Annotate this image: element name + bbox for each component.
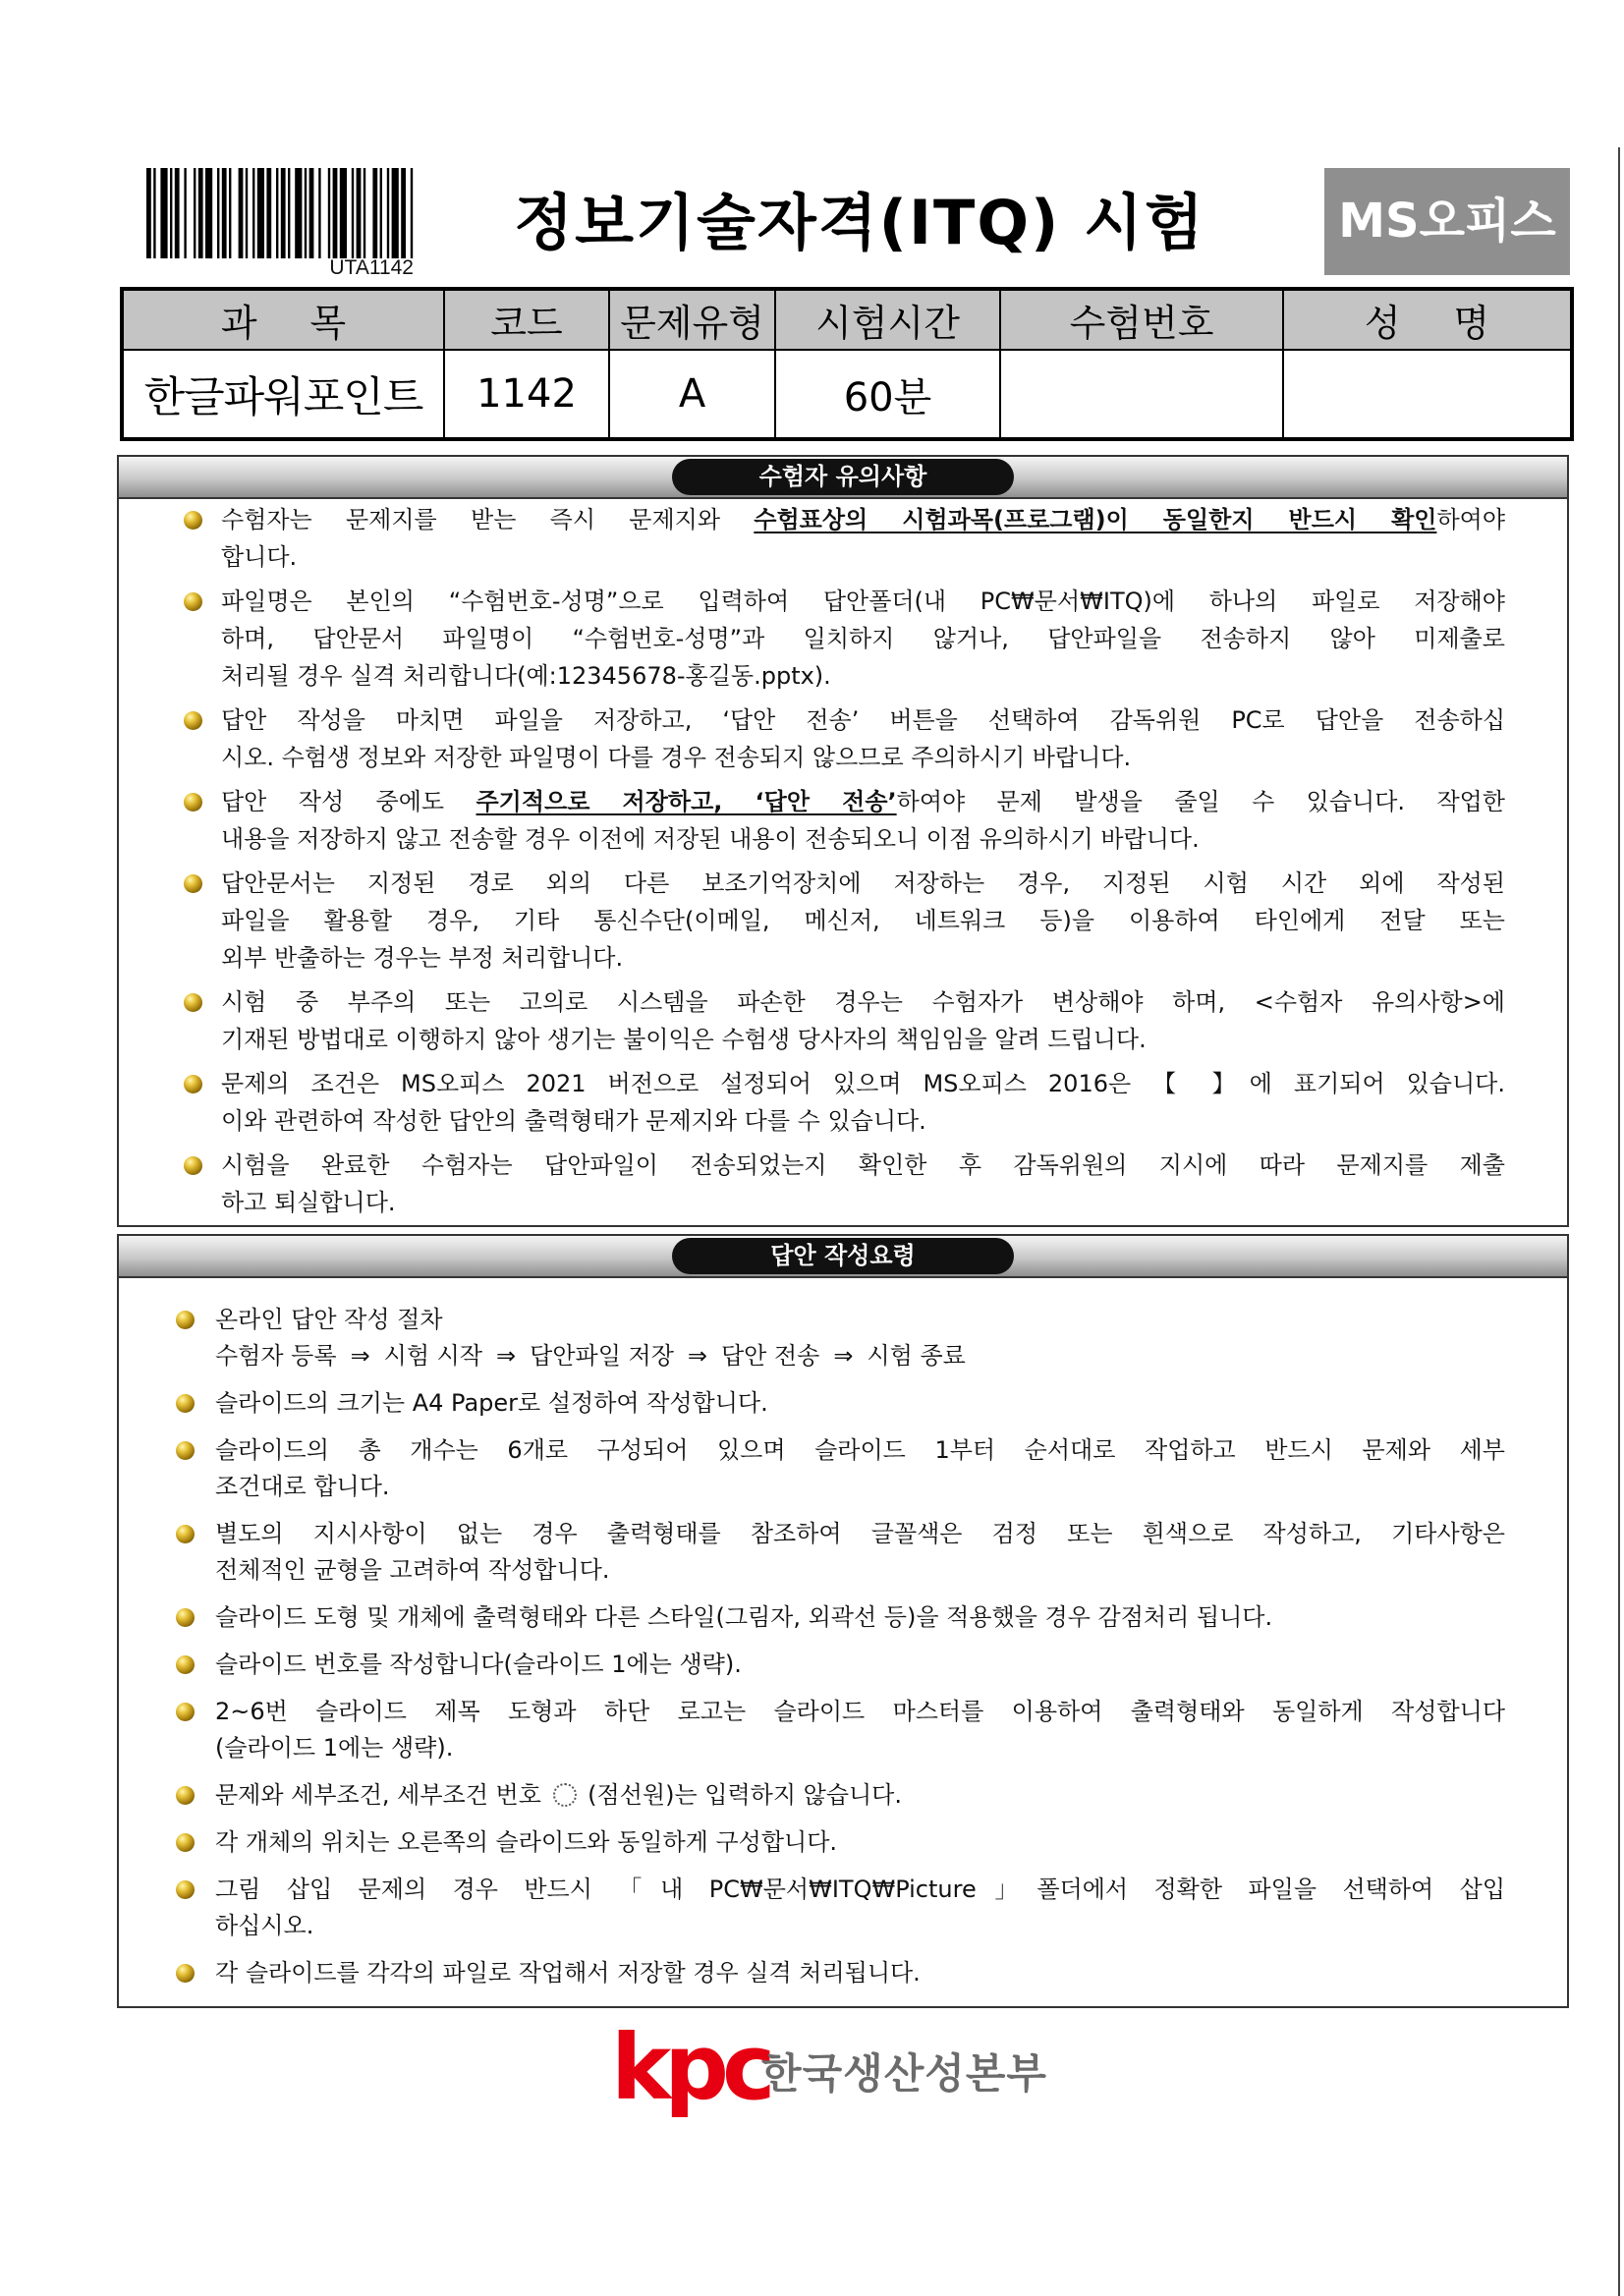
header-exam-time: 시험시간 [775, 289, 1000, 350]
item-line [221, 983, 1505, 1021]
item-text: 슬라이드의 총 개수는 6개로 구성되어 있으며 슬라이드 1부터 순서대로 작업하고 반드시 문제와 세부 [215, 1436, 1505, 1464]
section-title: 수험자 유의사항 [672, 459, 1014, 495]
item-text: 하십시오. [215, 1912, 314, 1939]
notice-item [119, 865, 1505, 977]
item-text: 하여야 문제 발생을 줄일 수 있습니다. 작업한 [896, 788, 1505, 815]
item-line [215, 1302, 1505, 1338]
instruction-item [119, 1694, 1505, 1766]
item-line [215, 1432, 1505, 1469]
barcode [146, 168, 414, 258]
barcode-code: UTA1142 [329, 256, 414, 279]
item-line [215, 1872, 1505, 1908]
item-text: 슬라이드 도형 및 개체에 출력형태와 다른 스타일(그림자, 외곽선 등)을 적용했을 경우 감점처리 됩니다. [215, 1603, 1273, 1631]
barcode-bar [352, 168, 354, 258]
section-header-band [119, 457, 1567, 499]
item-text: 슬라이드의 크기는 A4 Paper로 설정하여 작성합니다. [215, 1389, 768, 1417]
bullet-icon [184, 511, 202, 530]
procedure-heading: 온라인 답안 작성 절차 [215, 1306, 443, 1333]
section-header-band [119, 1236, 1567, 1278]
table-header-row [122, 289, 1572, 350]
procedure-step: 시험 시작 [383, 1342, 483, 1370]
instruction-item [119, 1516, 1505, 1589]
barcode-bar [295, 168, 302, 258]
notice-item [119, 783, 1505, 858]
barcode-bar [309, 168, 314, 258]
section-title: 답안 작성요령 [672, 1238, 1014, 1274]
barcode-bar [153, 168, 155, 258]
header-subject: 과 목 [122, 289, 444, 350]
header-code: 코드 [444, 289, 609, 350]
instruction-list [119, 1278, 1567, 1991]
instruction-item [119, 1872, 1505, 1944]
barcode-bar [222, 168, 227, 258]
instruction-item [119, 1824, 1505, 1861]
item-text: 수험자는 문제지를 받는 즉시 문제지와 [221, 506, 755, 533]
procedure-step: 수험자 등록 [215, 1342, 337, 1370]
item-line [221, 739, 1505, 776]
barcode-bar [357, 168, 362, 258]
item-text: 2~6번 슬라이드 제목 도형과 하단 로고는 슬라이드 마스터를 이용하여 출력형태와 동일하게 작성합니다 [215, 1698, 1505, 1725]
bullet-icon [176, 1525, 195, 1543]
arrow-icon: ⇒ [350, 1342, 370, 1370]
bullet-icon [184, 874, 202, 893]
notice-item [119, 501, 1505, 576]
item-line [221, 1184, 1505, 1221]
item-text: 별도의 지시사항이 없는 경우 출력형태를 참조하여 글꼴색은 검정 또는 흰색으로 작성하고, 기타사항은 [215, 1520, 1505, 1547]
item-line [221, 1021, 1505, 1058]
header-name: 성 명 [1283, 289, 1572, 350]
item-line [221, 865, 1505, 902]
category-badge: MS오피스 [1324, 168, 1570, 275]
bullet-icon [184, 1156, 202, 1175]
item-text: (슬라이드 1에는 생략). [215, 1734, 454, 1762]
item-line [215, 1955, 1505, 1991]
barcode-bar [184, 168, 186, 258]
bullet-icon [176, 1703, 195, 1721]
item-text: 답안문서는 지정된 경로 외의 다른 보조기억장치에 저장하는 경우, 지정된 시험 시간 외에 작성된 [221, 869, 1505, 897]
item-line [221, 701, 1505, 739]
barcode-bar [198, 168, 203, 258]
barcode-bar [252, 168, 254, 258]
value-exam-time: 60분 [775, 350, 1000, 439]
barcode-bar [288, 168, 290, 258]
instruction-item [119, 1955, 1505, 1991]
item-line [221, 1102, 1505, 1140]
barcode-bar [175, 168, 180, 258]
notice-item [119, 1065, 1505, 1140]
item-text: 하여야 [1436, 506, 1506, 533]
item-line [215, 1824, 1505, 1861]
item-text: 각 개체의 위치는 오른쪽의 슬라이드와 동일하게 구성합니다. [215, 1828, 838, 1856]
bullet-icon [184, 793, 202, 812]
procedure-step: 답안 전송 [721, 1342, 820, 1370]
header-question-type: 문제유형 [609, 289, 775, 350]
item-line [221, 783, 1505, 820]
emphasized-text: 수험표상의 시험과목(프로그램)이 동일한지 반드시 확인 [754, 506, 1437, 533]
bullet-icon [176, 1311, 195, 1329]
arrow-icon: ⇒ [687, 1342, 707, 1370]
header-exam-number: 수험번호 [1000, 289, 1283, 350]
item-line [215, 1469, 1505, 1505]
emphasized-text: 주기적으로 저장하고, ‘답안 전송’ [476, 788, 897, 815]
bullet-icon [184, 1075, 202, 1093]
barcode-bar [318, 168, 320, 258]
value-name [1283, 350, 1572, 439]
barcode-bar [340, 168, 347, 258]
item-text: 처리될 경우 실격 처리합니다(예:12345678-홍길동.pptx). [221, 662, 831, 690]
item-line [215, 1694, 1505, 1730]
barcode-bar [205, 168, 212, 258]
examinee-notice-section [117, 455, 1569, 1227]
item-text: 답안 작성을 마치면 파일을 저장하고, ‘답안 전송’ 버튼을 선택하여 감독위원 PC로 답안을 전송하십 [221, 706, 1505, 734]
item-line [221, 902, 1505, 939]
item-line [221, 1147, 1505, 1184]
item-line [215, 1647, 1505, 1683]
barcode-bar [380, 168, 382, 258]
item-line [221, 538, 1505, 576]
barcode-bar [328, 168, 330, 258]
barcode-bar [160, 168, 167, 258]
procedure-step: 시험 종료 [867, 1342, 966, 1370]
instruction-item [119, 1385, 1505, 1422]
barcode-bar [276, 168, 278, 258]
bullet-icon [176, 1608, 195, 1627]
bullet-icon [176, 1394, 195, 1413]
barcode-bar [411, 168, 413, 258]
item-text: 하고 퇴실합니다. [221, 1189, 396, 1216]
item-text: 각 슬라이드를 각각의 파일로 작업해서 저장할 경우 실격 처리됩니다. [215, 1959, 921, 1987]
instruction-item [119, 1302, 1505, 1374]
page-title: 정보기술자격(ITQ) 시험 [514, 187, 1205, 258]
item-line [215, 1552, 1505, 1589]
barcode-bar [281, 168, 286, 258]
item-text: 파일명은 본인의 “수험번호-성명”으로 입력하여 답안폴더(내 PC₩문서₩ITQ)에 하나의 파일로 저장해야 [221, 588, 1505, 615]
item-line [221, 939, 1505, 977]
arrow-icon: ⇒ [833, 1342, 854, 1370]
exam-info-table [120, 287, 1574, 441]
item-text: 기재된 방법대로 이행하지 않아 생기는 불이익은 수험생 당사자의 책임임을 알려 드립니다. [221, 1026, 1147, 1053]
value-subject: 한글파워포인트 [122, 350, 444, 439]
dotted-circle-icon [553, 1783, 577, 1807]
item-line [221, 820, 1505, 858]
barcode-bar [305, 168, 307, 258]
barcode-bar [266, 168, 271, 258]
barcode-bar [333, 168, 338, 258]
item-text: 내용을 저장하지 않고 전송할 경우 이전에 저장된 내용이 전송되오니 이점 유의하시기 바랍니다. [221, 825, 1200, 853]
barcode-bar [229, 168, 231, 258]
table-value-row [122, 350, 1572, 439]
bullet-icon [184, 993, 202, 1012]
item-text: 문제의 조건은 MS오피스 2021 버전으로 설정되어 있으며 MS오피스 2016은 【 】에 표기되어 있습니다. [221, 1070, 1505, 1097]
barcode-bar [257, 168, 264, 258]
item-line [215, 1908, 1505, 1944]
arrow-icon: ⇒ [496, 1342, 517, 1370]
barcode-bar [364, 168, 365, 258]
procedure-step: 답안파일 저장 [530, 1342, 674, 1370]
barcode-bar [194, 168, 196, 258]
item-line [215, 1385, 1505, 1422]
item-text: 슬라이드 번호를 작성합니다(슬라이드 1에는 생략). [215, 1651, 742, 1678]
item-text: 시오. 수험생 정보와 저장한 파일명이 다를 경우 전송되지 않으므로 주의하시기 바랍니다. [221, 744, 1132, 771]
procedure-steps [215, 1338, 1505, 1374]
bullet-icon [176, 1964, 195, 1983]
barcode-bar [239, 168, 244, 258]
value-code: 1142 [444, 350, 609, 439]
item-line [221, 501, 1505, 538]
notice-item [119, 583, 1505, 695]
bullet-icon [176, 1786, 195, 1805]
item-line [221, 583, 1505, 620]
bullet-icon [176, 1441, 195, 1460]
item-text: 하며, 답안문서 파일명이 “수험번호-성명”과 일치하지 않거나, 답안파일을 전송하지 않아 미제출로 [221, 625, 1505, 652]
item-line [215, 1777, 1505, 1814]
instruction-item [119, 1432, 1505, 1505]
bullet-icon [184, 592, 202, 611]
value-question-type: A [609, 350, 775, 439]
answer-guide-section [117, 1234, 1569, 2008]
item-text: 이와 관련하여 작성한 답안의 출력형태가 문제지와 다를 수 있습니다. [221, 1107, 926, 1135]
kpc-logo: kpc [611, 2015, 769, 2120]
barcode-bar [146, 168, 151, 258]
instruction-item [119, 1647, 1505, 1683]
instruction-item [119, 1777, 1505, 1814]
bullet-icon [176, 1655, 195, 1674]
barcode-bar [372, 168, 377, 258]
item-text: (점선원)는 입력하지 않습니다. [580, 1781, 902, 1809]
item-text: 외부 반출하는 경우는 부정 처리합니다. [221, 944, 624, 972]
barcode-bar [170, 168, 172, 258]
organization-name: 한국생산성본부 [761, 2049, 1048, 2098]
item-text: 조건대로 합니다. [215, 1473, 390, 1500]
instruction-item [119, 1599, 1505, 1636]
item-text: 시험 중 부주의 또는 고의로 시스템을 파손한 경우는 수험자가 변상해야 하며, <수험자 유의사항>에 [221, 988, 1505, 1016]
notice-item [119, 1147, 1505, 1221]
item-text: 합니다. [221, 543, 298, 571]
bullet-icon [184, 711, 202, 730]
page-edge-line [1618, 147, 1620, 2296]
barcode-bar [217, 168, 219, 258]
item-text: 문제와 세부조건, 세부조건 번호 [215, 1781, 549, 1809]
item-line [221, 657, 1505, 695]
barcode-bar [246, 168, 248, 258]
item-text: 전체적인 균형을 고려하여 작성합니다. [215, 1556, 610, 1584]
item-text: 답안 작성 중에도 [221, 788, 476, 815]
notice-list [119, 499, 1567, 1221]
item-line [215, 1730, 1505, 1766]
value-exam-number [1000, 350, 1283, 439]
notice-item [119, 701, 1505, 776]
bullet-icon [176, 1833, 195, 1852]
barcode-bar [392, 168, 399, 258]
item-line [215, 1516, 1505, 1552]
item-text: 그림 삽입 문제의 경우 반드시 「내 PC₩문서₩ITQ₩Picture」폴더에서 정확한 파일을 선택하여 삽입 [215, 1876, 1505, 1903]
item-line [215, 1599, 1505, 1636]
item-text: 파일을 활용할 경우, 기타 통신수단(이메일, 메신저, 네트워크 등)을 이용하여 타인에게 전달 또는 [221, 907, 1505, 934]
barcode-bar [387, 168, 389, 258]
bullet-icon [176, 1880, 195, 1899]
item-line [221, 620, 1505, 657]
item-line [221, 1065, 1505, 1102]
item-text: 시험을 완료한 수험자는 답안파일이 전송되었는지 확인한 후 감독위원의 지시에 따라 문제지를 제출 [221, 1151, 1505, 1179]
notice-item [119, 983, 1505, 1058]
barcode-bar [401, 168, 406, 258]
